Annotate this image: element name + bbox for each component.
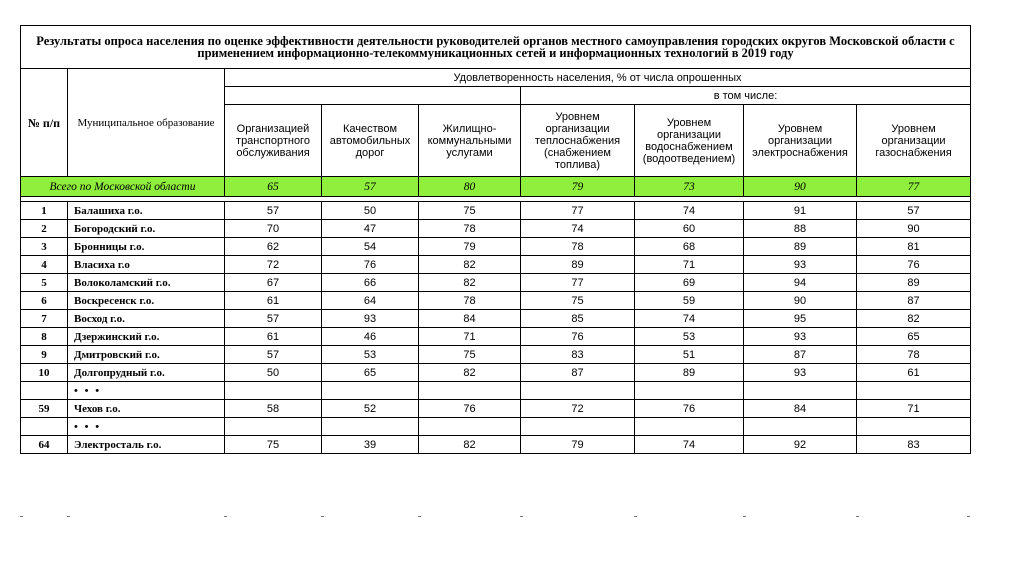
cell-value: 82: [857, 310, 971, 328]
cell-value: 54: [322, 238, 419, 256]
cell-value: 93: [322, 310, 419, 328]
tick-mark: [321, 516, 324, 517]
cell-value: 50: [225, 364, 322, 382]
table-row: [21, 202, 971, 220]
cell-value: 46: [322, 328, 419, 346]
empty-cell: [635, 382, 744, 400]
cell-value: 47: [322, 220, 419, 238]
table-row: [21, 310, 971, 328]
cell-value: 57: [225, 346, 322, 364]
row-number: 4: [21, 256, 68, 274]
row-number: 64: [21, 436, 68, 454]
header-col-roads: Качеством автомобильных дорог: [322, 105, 419, 177]
municipality-name: Балашиха г.о.: [68, 202, 225, 220]
cell-value: 77: [521, 202, 635, 220]
cell-value: 85: [521, 310, 635, 328]
cell-value: 82: [419, 436, 521, 454]
stray-tick-marks: [0, 516, 1024, 520]
tick-mark: [967, 516, 970, 517]
row-number: 5: [21, 274, 68, 292]
ellipsis-row: [21, 382, 971, 400]
cell-value: 65: [857, 328, 971, 346]
row-number: 59: [21, 400, 68, 418]
empty-cell: [322, 418, 419, 436]
cell-value: 76: [521, 328, 635, 346]
table-row: [21, 436, 971, 454]
cell-value: 72: [521, 400, 635, 418]
header-col-gas: Уровнем организации газоснабжения: [857, 105, 971, 177]
ellipsis-num-cell: [21, 382, 68, 400]
ellipsis-row: [21, 418, 971, 436]
total-label: Всего по Московской области: [21, 177, 225, 197]
cell-value: 58: [225, 400, 322, 418]
total-value: 57: [322, 177, 419, 197]
cell-value: 82: [419, 274, 521, 292]
cell-value: 57: [225, 310, 322, 328]
cell-value: 89: [744, 238, 857, 256]
cell-value: 82: [419, 256, 521, 274]
tick-mark: [20, 516, 23, 517]
cell-value: 90: [744, 292, 857, 310]
row-number: 3: [21, 238, 68, 256]
header-including: в том числе:: [521, 87, 971, 105]
cell-value: 67: [225, 274, 322, 292]
cell-value: 70: [225, 220, 322, 238]
municipality-name: Восход г.о.: [68, 310, 225, 328]
cell-value: 62: [225, 238, 322, 256]
cell-value: 79: [521, 436, 635, 454]
row-number: 6: [21, 292, 68, 310]
header-satisfaction: Удовлетворенность населения, % от числа опрошенных: [225, 69, 971, 87]
cell-value: 82: [419, 364, 521, 382]
ellipsis-num-cell: [21, 418, 68, 436]
cell-value: 74: [635, 310, 744, 328]
cell-value: 77: [521, 274, 635, 292]
total-value: 73: [635, 177, 744, 197]
cell-value: 52: [322, 400, 419, 418]
empty-cell: [225, 418, 322, 436]
municipality-name: Дзержинский г.о.: [68, 328, 225, 346]
cell-value: 74: [635, 202, 744, 220]
tick-mark: [224, 516, 227, 517]
cell-value: 64: [322, 292, 419, 310]
cell-value: 87: [521, 364, 635, 382]
table-row: [21, 328, 971, 346]
tick-mark: [743, 516, 746, 517]
cell-value: 74: [521, 220, 635, 238]
cell-value: 51: [635, 346, 744, 364]
tick-mark: [520, 516, 523, 517]
cell-value: 94: [744, 274, 857, 292]
cell-value: 69: [635, 274, 744, 292]
cell-value: 78: [857, 346, 971, 364]
cell-value: 74: [635, 436, 744, 454]
cell-value: 53: [635, 328, 744, 346]
tick-mark: [418, 516, 421, 517]
table-row: [21, 220, 971, 238]
total-value: 65: [225, 177, 322, 197]
header-col-housing: Жилищно-коммунальными услугами: [419, 105, 521, 177]
total-value: 79: [521, 177, 635, 197]
cell-value: 59: [635, 292, 744, 310]
cell-value: 71: [419, 328, 521, 346]
cell-value: 75: [419, 346, 521, 364]
empty-cell: [521, 382, 635, 400]
cell-value: 90: [857, 220, 971, 238]
cell-value: 79: [419, 238, 521, 256]
cell-value: 78: [419, 220, 521, 238]
cell-value: 78: [419, 292, 521, 310]
row-number: 10: [21, 364, 68, 382]
municipality-name: Долгопрудный г.о.: [68, 364, 225, 382]
row-number: 7: [21, 310, 68, 328]
header-spacer: [225, 87, 521, 105]
header-col-water: Уровнем организации водоснабжением (водоотведением): [635, 105, 744, 177]
survey-results-table: [20, 25, 971, 454]
cell-value: 89: [857, 274, 971, 292]
empty-cell: [635, 418, 744, 436]
cell-value: 39: [322, 436, 419, 454]
cell-value: 76: [635, 400, 744, 418]
cell-value: 57: [857, 202, 971, 220]
cell-value: 72: [225, 256, 322, 274]
row-number: 2: [21, 220, 68, 238]
cell-value: 71: [857, 400, 971, 418]
header-municipality: Муниципальное образование: [68, 69, 225, 177]
table-row: [21, 292, 971, 310]
table-row: [21, 238, 971, 256]
cell-value: 60: [635, 220, 744, 238]
tick-mark: [856, 516, 859, 517]
cell-value: 76: [857, 256, 971, 274]
empty-cell: [744, 382, 857, 400]
total-value: 77: [857, 177, 971, 197]
municipality-name: Чехов г.о.: [68, 400, 225, 418]
row-number: 1: [21, 202, 68, 220]
cell-value: 89: [635, 364, 744, 382]
cell-value: 84: [744, 400, 857, 418]
total-value: 80: [419, 177, 521, 197]
cell-value: 76: [419, 400, 521, 418]
empty-cell: [419, 382, 521, 400]
cell-value: 93: [744, 328, 857, 346]
cell-value: 61: [225, 292, 322, 310]
municipality-name: Воскресенск г.о.: [68, 292, 225, 310]
municipality-name: Бронницы г.о.: [68, 238, 225, 256]
header-col-electricity: Уровнем организации электроснабжения: [744, 105, 857, 177]
cell-value: 81: [857, 238, 971, 256]
ellipsis-marker: • • •: [68, 382, 225, 400]
municipality-name: Волоколамский г.о.: [68, 274, 225, 292]
row-number: 9: [21, 346, 68, 364]
cell-value: 89: [521, 256, 635, 274]
row-number: 8: [21, 328, 68, 346]
cell-value: 78: [521, 238, 635, 256]
tick-mark: [634, 516, 637, 517]
cell-value: 83: [857, 436, 971, 454]
header-row-number: № п/п: [21, 69, 68, 177]
cell-value: 84: [419, 310, 521, 328]
tick-mark: [67, 516, 70, 517]
header-col-transport: Организацией транспортного обслуживания: [225, 105, 322, 177]
total-value: 90: [744, 177, 857, 197]
cell-value: 53: [322, 346, 419, 364]
header-col-heating: Уровнем организации теплоснабжения (снабжением топлива): [521, 105, 635, 177]
cell-value: 71: [635, 256, 744, 274]
cell-value: 66: [322, 274, 419, 292]
table-row: [21, 400, 971, 418]
cell-value: 68: [635, 238, 744, 256]
table-title: Результаты опроса населения по оценке эффективности деятельности руководителей органов местного самоуправления городских округов Московской области с применением информационно-телекоммуникационных сетей и информационных технологий в 2019 году: [21, 26, 971, 69]
table-row: [21, 364, 971, 382]
cell-value: 75: [419, 202, 521, 220]
municipality-name: Дмитровский г.о.: [68, 346, 225, 364]
cell-value: 57: [225, 202, 322, 220]
cell-value: 88: [744, 220, 857, 238]
cell-value: 87: [857, 292, 971, 310]
table-row: [21, 274, 971, 292]
cell-value: 75: [521, 292, 635, 310]
table-row: [21, 256, 971, 274]
municipality-name: Власиха г.о: [68, 256, 225, 274]
cell-value: 87: [744, 346, 857, 364]
cell-value: 91: [744, 202, 857, 220]
empty-cell: [857, 418, 971, 436]
cell-value: 93: [744, 364, 857, 382]
empty-cell: [419, 418, 521, 436]
cell-value: 92: [744, 436, 857, 454]
ellipsis-marker: • • •: [68, 418, 225, 436]
cell-value: 61: [857, 364, 971, 382]
empty-cell: [744, 418, 857, 436]
empty-cell: [225, 382, 322, 400]
municipality-name: Электросталь г.о.: [68, 436, 225, 454]
cell-value: 65: [322, 364, 419, 382]
cell-value: 50: [322, 202, 419, 220]
empty-cell: [322, 382, 419, 400]
empty-cell: [857, 382, 971, 400]
cell-value: 76: [322, 256, 419, 274]
empty-cell: [521, 418, 635, 436]
municipality-name: Богородский г.о.: [68, 220, 225, 238]
cell-value: 61: [225, 328, 322, 346]
total-row: [21, 177, 971, 197]
table-row: [21, 346, 971, 364]
cell-value: 95: [744, 310, 857, 328]
cell-value: 75: [225, 436, 322, 454]
cell-value: 83: [521, 346, 635, 364]
cell-value: 93: [744, 256, 857, 274]
